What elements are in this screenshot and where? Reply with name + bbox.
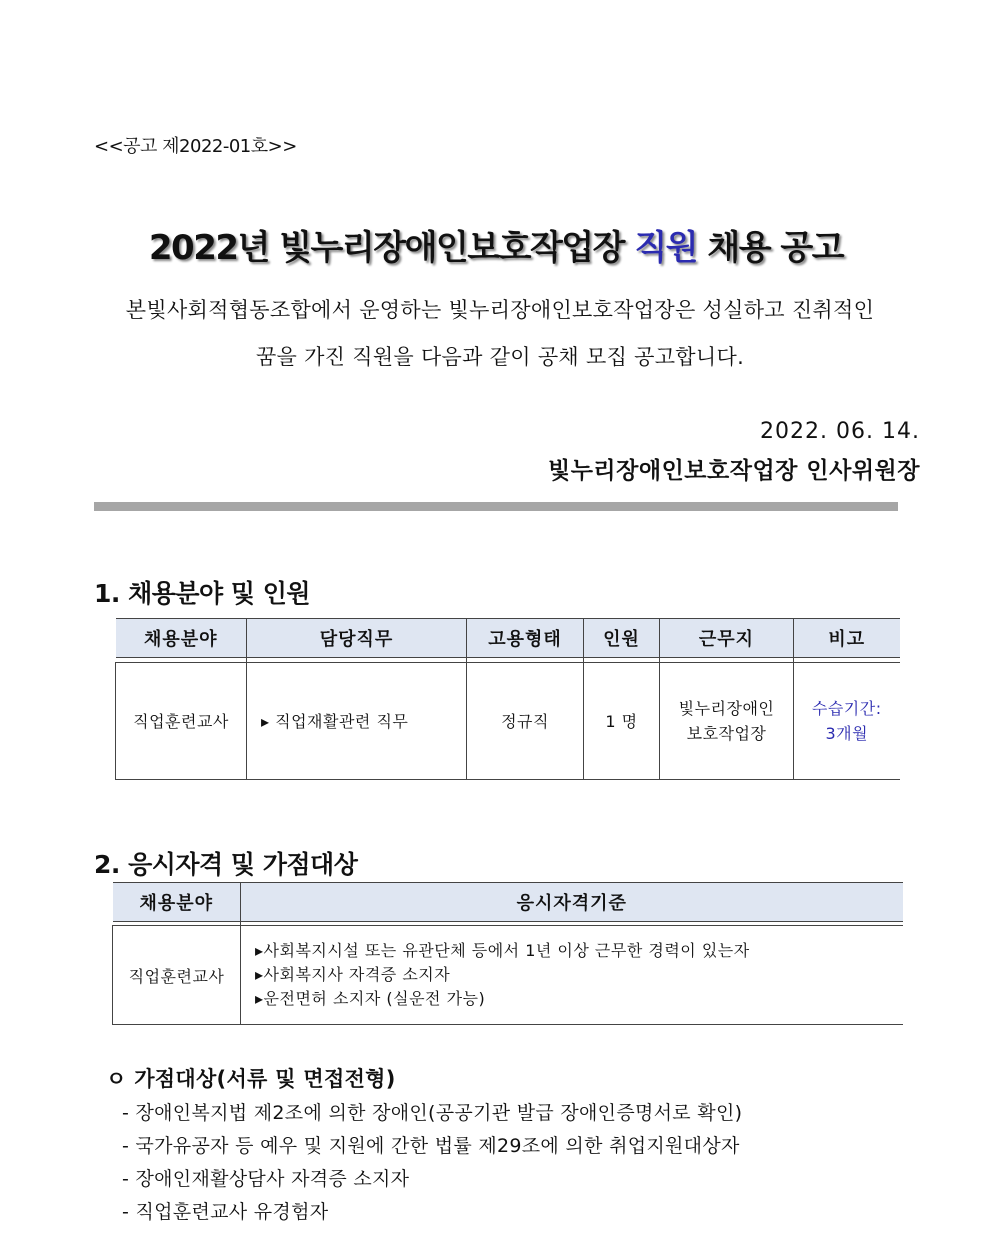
criteria-item: ▸사회복지시설 또는 유관단체 등에서 1년 이상 근무한 경력이 있는자: [255, 941, 750, 960]
divider: [94, 502, 898, 511]
note-line-1: 수습기간:: [811, 699, 882, 718]
workplace-line-1: 빛누리장애인: [678, 699, 775, 718]
list-item: - 국가유공자 등 예우 및 지원에 간한 법률 제29조에 의한 취업지원대상자: [122, 1135, 740, 1157]
list-item: - 장애인재활상담사 자격증 소지자: [122, 1168, 410, 1190]
note-line-2: 3개월: [825, 724, 869, 743]
header-cell: 채용분야: [113, 883, 241, 922]
count-cell: 1 명: [584, 663, 660, 780]
header-cell: 응시자격기준: [241, 883, 903, 922]
header-cell: 담당직무: [247, 619, 467, 658]
page-title: [0, 220, 992, 269]
bonus-heading: ㅇ 가점대상(서류 및 면접전형): [106, 1067, 396, 1091]
workplace-line-2: 보호작업장: [686, 724, 767, 743]
header-cell: 고용형태: [467, 619, 584, 658]
table-header-row: [113, 883, 903, 922]
table-row: [113, 926, 903, 1025]
note-cell: [794, 663, 900, 780]
title-prefix: 2022년 빛누리장애인보호작업장: [148, 228, 635, 268]
criteria-item: ▸운전면허 소지자 (실운전 가능): [255, 989, 486, 1008]
title-suffix: 채용 공고: [697, 228, 844, 268]
intro-line-2: 꿈을 가진 직원을 다음과 같이 공채 모집 공고합니다.: [255, 345, 745, 369]
criteria-item: ▸사회복지사 자격증 소지자: [255, 965, 451, 984]
header-cell: 채용분야: [116, 619, 247, 658]
header-cell: 비고: [794, 619, 900, 658]
table-header-row: [116, 619, 900, 658]
header-cell: 인원: [584, 619, 660, 658]
duty-cell: ▸ 직업재활관련 직무: [247, 663, 467, 780]
recruitment-table: [115, 618, 900, 780]
notice-date: 2022. 06. 14.: [760, 419, 920, 444]
field-cell: 직업훈련교사: [113, 926, 241, 1025]
list-item: - 직업훈련교사 유경험자: [122, 1201, 329, 1223]
bonus-list: [122, 1097, 742, 1229]
notice-number: <<공고 제2022-01호>>: [94, 136, 297, 157]
title-accent: 직원: [634, 228, 698, 268]
criteria-cell: [241, 926, 903, 1025]
employment-cell: 정규직: [467, 663, 584, 780]
signer: 빛누리장애인보호작업장 인사위원장: [548, 458, 920, 484]
table-row: [116, 663, 900, 780]
list-item: - 장애인복지법 제2조에 의한 장애인(공공기관 발급 장애인증명서로 확인): [122, 1102, 743, 1124]
section1-heading: 1. 채용분야 및 인원: [94, 579, 311, 608]
header-cell: 근무지: [660, 619, 794, 658]
qualification-table: [112, 882, 903, 1025]
intro-line-1: 본빛사회적협동조합에서 운영하는 빛누리장애인보호작업장은 성실하고 진취적인: [125, 298, 875, 322]
field-cell: 직업훈련교사: [116, 663, 247, 780]
workplace-cell: [660, 663, 794, 780]
section2-heading: 2. 응시자격 및 가점대상: [94, 850, 358, 879]
